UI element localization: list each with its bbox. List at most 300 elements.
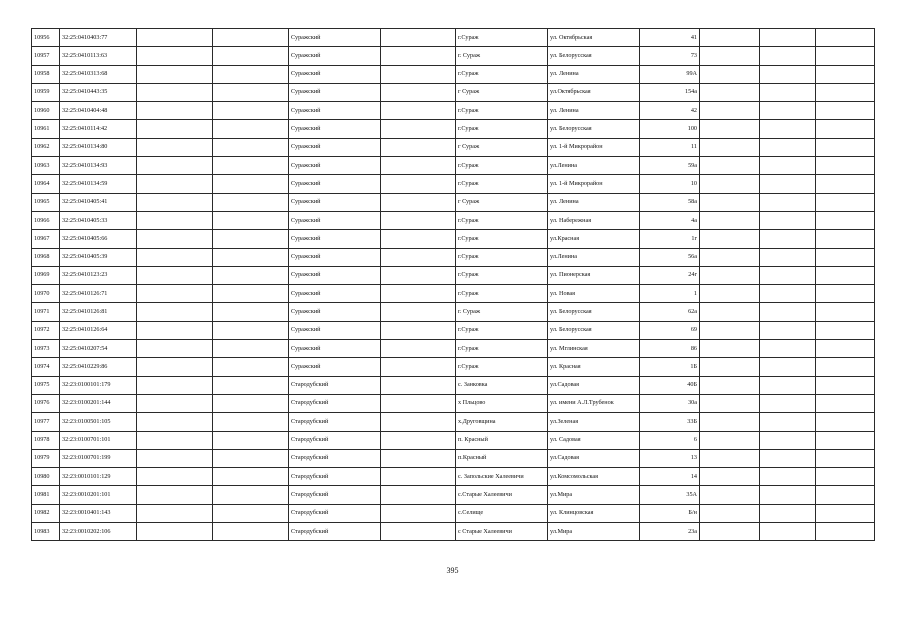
locality-cell: с. Занковка xyxy=(456,376,548,394)
house-number-cell: 4а xyxy=(640,211,700,229)
empty-cell xyxy=(816,120,875,138)
empty-cell xyxy=(381,486,456,504)
empty-cell xyxy=(760,211,816,229)
empty-cell xyxy=(213,47,289,65)
house-number-cell: 23а xyxy=(640,523,700,541)
row-number-cell: 10959 xyxy=(32,83,60,101)
street-cell: ул. Белорусская xyxy=(548,120,640,138)
district-cell: Стародубский xyxy=(289,394,381,412)
empty-cell xyxy=(213,175,289,193)
empty-cell xyxy=(381,157,456,175)
empty-cell xyxy=(213,102,289,120)
empty-cell xyxy=(381,83,456,101)
row-number-cell: 10979 xyxy=(32,449,60,467)
empty-cell xyxy=(137,303,213,321)
empty-cell xyxy=(213,230,289,248)
empty-cell xyxy=(137,523,213,541)
district-cell: Суражский xyxy=(289,266,381,284)
cadastral-number-cell: 32:25:0410229:86 xyxy=(60,358,137,376)
cadastral-number-cell: 32:25:0410405:66 xyxy=(60,230,137,248)
empty-cell xyxy=(760,83,816,101)
empty-cell xyxy=(816,29,875,47)
table-row xyxy=(32,394,875,412)
row-number-cell: 10966 xyxy=(32,211,60,229)
empty-cell xyxy=(381,47,456,65)
cadastral-number-cell: 32:25:0410126:81 xyxy=(60,303,137,321)
empty-cell xyxy=(760,340,816,358)
street-cell: ул. Пионерская xyxy=(548,266,640,284)
table-row xyxy=(32,449,875,467)
empty-cell xyxy=(137,47,213,65)
locality-cell: х.Друговщина xyxy=(456,413,548,431)
empty-cell xyxy=(700,431,760,449)
row-number-cell: 10961 xyxy=(32,120,60,138)
empty-cell xyxy=(816,358,875,376)
street-cell: ул. Мглинская xyxy=(548,340,640,358)
house-number-cell: 62а xyxy=(640,303,700,321)
locality-cell: г. Сураж xyxy=(456,303,548,321)
empty-cell xyxy=(137,449,213,467)
empty-cell xyxy=(760,523,816,541)
street-cell: ул. Садовая xyxy=(548,431,640,449)
cadastral-number-cell: 32:23:0100701:101 xyxy=(60,431,137,449)
empty-cell xyxy=(760,248,816,266)
district-cell: Суражский xyxy=(289,285,381,303)
empty-cell xyxy=(213,65,289,83)
empty-cell xyxy=(213,449,289,467)
cadastral-number-cell: 32:25:0410134:59 xyxy=(60,175,137,193)
empty-cell xyxy=(816,47,875,65)
street-cell: ул. Ленина xyxy=(548,102,640,120)
row-number-cell: 10969 xyxy=(32,266,60,284)
empty-cell xyxy=(381,504,456,522)
empty-cell xyxy=(213,138,289,156)
empty-cell xyxy=(213,193,289,211)
empty-cell xyxy=(381,65,456,83)
empty-cell xyxy=(137,193,213,211)
empty-cell xyxy=(760,394,816,412)
locality-cell: г.Сураж xyxy=(456,340,548,358)
street-cell: ул.Ленина xyxy=(548,157,640,175)
empty-cell xyxy=(816,431,875,449)
empty-cell xyxy=(816,321,875,339)
empty-cell xyxy=(700,175,760,193)
locality-cell: п. Красный xyxy=(456,431,548,449)
empty-cell xyxy=(213,120,289,138)
empty-cell xyxy=(137,468,213,486)
empty-cell xyxy=(760,321,816,339)
street-cell: ул.Октябрьская xyxy=(548,83,640,101)
empty-cell xyxy=(137,65,213,83)
row-number-cell: 10970 xyxy=(32,285,60,303)
row-number-cell: 10975 xyxy=(32,376,60,394)
house-number-cell: 33Б xyxy=(640,413,700,431)
locality-cell: с.Селище xyxy=(456,504,548,522)
empty-cell xyxy=(213,83,289,101)
empty-cell xyxy=(137,431,213,449)
empty-cell xyxy=(137,83,213,101)
locality-cell: с. Запольские Халеевичи xyxy=(456,468,548,486)
cadastral-number-cell: 32:25:0410126:71 xyxy=(60,285,137,303)
locality-cell: г Сураж xyxy=(456,83,548,101)
district-cell: Стародубский xyxy=(289,376,381,394)
street-cell: ул. Ленина xyxy=(548,193,640,211)
street-cell: ул. Клинцовская xyxy=(548,504,640,522)
street-cell: ул.Мира xyxy=(548,486,640,504)
district-cell: Стародубский xyxy=(289,486,381,504)
empty-cell xyxy=(816,523,875,541)
empty-cell xyxy=(700,468,760,486)
empty-cell xyxy=(137,29,213,47)
district-cell: Суражский xyxy=(289,65,381,83)
empty-cell xyxy=(381,193,456,211)
empty-cell xyxy=(381,266,456,284)
locality-cell: г. Сураж xyxy=(456,47,548,65)
empty-cell xyxy=(700,394,760,412)
empty-cell xyxy=(137,321,213,339)
table-row xyxy=(32,285,875,303)
row-number-cell: 10962 xyxy=(32,138,60,156)
street-cell: ул. Белорусская xyxy=(548,303,640,321)
empty-cell xyxy=(137,340,213,358)
locality-cell: г.Сураж xyxy=(456,211,548,229)
street-cell: ул. 1-й Микрорайон xyxy=(548,138,640,156)
street-cell: ул. Набережная xyxy=(548,211,640,229)
cadastral-number-cell: 32:25:0410114:42 xyxy=(60,120,137,138)
empty-cell xyxy=(700,120,760,138)
house-number-cell: 10 xyxy=(640,175,700,193)
street-cell: ул.Красная xyxy=(548,230,640,248)
empty-cell xyxy=(137,376,213,394)
empty-cell xyxy=(137,248,213,266)
row-number-cell: 10965 xyxy=(32,193,60,211)
district-cell: Стародубский xyxy=(289,523,381,541)
empty-cell xyxy=(381,468,456,486)
row-number-cell: 10958 xyxy=(32,65,60,83)
house-number-cell: 30а xyxy=(640,394,700,412)
row-number-cell: 10983 xyxy=(32,523,60,541)
empty-cell xyxy=(381,120,456,138)
empty-cell xyxy=(381,431,456,449)
empty-cell xyxy=(700,193,760,211)
street-cell: ул.Садовая xyxy=(548,449,640,467)
empty-cell xyxy=(700,230,760,248)
empty-cell xyxy=(760,47,816,65)
empty-cell xyxy=(760,358,816,376)
empty-cell xyxy=(213,29,289,47)
house-number-cell: 40Б xyxy=(640,376,700,394)
empty-cell xyxy=(137,157,213,175)
street-cell: ул. 1-й Микрорайон xyxy=(548,175,640,193)
table-row xyxy=(32,431,875,449)
cadastral-number-cell: 32:25:0410113:63 xyxy=(60,47,137,65)
street-cell: ул.Зеленая xyxy=(548,413,640,431)
locality-cell: с.Старые Халеевичи xyxy=(456,486,548,504)
empty-cell xyxy=(700,248,760,266)
empty-cell xyxy=(213,504,289,522)
street-cell: ул.Садовая xyxy=(548,376,640,394)
empty-cell xyxy=(816,138,875,156)
row-number-cell: 10956 xyxy=(32,29,60,47)
street-cell: ул. Октябрьская xyxy=(548,29,640,47)
row-number-cell: 10957 xyxy=(32,47,60,65)
table-row xyxy=(32,248,875,266)
row-number-cell: 10971 xyxy=(32,303,60,321)
empty-cell xyxy=(700,157,760,175)
empty-cell xyxy=(137,138,213,156)
table-row xyxy=(32,413,875,431)
empty-cell xyxy=(213,303,289,321)
street-cell: ул. Новая xyxy=(548,285,640,303)
house-number-cell: 58а xyxy=(640,193,700,211)
empty-cell xyxy=(213,248,289,266)
empty-cell xyxy=(213,394,289,412)
empty-cell xyxy=(760,413,816,431)
table-row xyxy=(32,523,875,541)
empty-cell xyxy=(213,157,289,175)
empty-cell xyxy=(700,102,760,120)
empty-cell xyxy=(760,65,816,83)
row-number-cell: 10968 xyxy=(32,248,60,266)
empty-cell xyxy=(760,138,816,156)
cadastral-number-cell: 32:23:0010101:129 xyxy=(60,468,137,486)
empty-cell xyxy=(760,29,816,47)
empty-cell xyxy=(760,376,816,394)
empty-cell xyxy=(137,358,213,376)
table-row xyxy=(32,486,875,504)
empty-cell xyxy=(816,102,875,120)
empty-cell xyxy=(700,504,760,522)
empty-cell xyxy=(816,394,875,412)
table-row xyxy=(32,504,875,522)
empty-cell xyxy=(213,523,289,541)
cadastral-number-cell: 32:25:0410443:35 xyxy=(60,83,137,101)
empty-cell xyxy=(700,413,760,431)
district-cell: Суражский xyxy=(289,358,381,376)
empty-cell xyxy=(137,230,213,248)
empty-cell xyxy=(381,449,456,467)
house-number-cell: 11 xyxy=(640,138,700,156)
row-number-cell: 10976 xyxy=(32,394,60,412)
street-cell: ул.Мира xyxy=(548,523,640,541)
empty-cell xyxy=(816,413,875,431)
empty-cell xyxy=(816,266,875,284)
empty-cell xyxy=(213,358,289,376)
table-row xyxy=(32,157,875,175)
row-number-cell: 10974 xyxy=(32,358,60,376)
empty-cell xyxy=(816,303,875,321)
table-row xyxy=(32,376,875,394)
empty-cell xyxy=(700,486,760,504)
property-register-table xyxy=(31,28,875,541)
district-cell: Суражский xyxy=(289,248,381,266)
empty-cell xyxy=(760,175,816,193)
empty-cell xyxy=(816,486,875,504)
empty-cell xyxy=(816,504,875,522)
table-row xyxy=(32,65,875,83)
district-cell: Стародубский xyxy=(289,449,381,467)
cadastral-number-cell: 32:25:0410404:48 xyxy=(60,102,137,120)
empty-cell xyxy=(760,102,816,120)
empty-cell xyxy=(760,486,816,504)
district-cell: Суражский xyxy=(289,193,381,211)
street-cell: ул.Комсомольская xyxy=(548,468,640,486)
empty-cell xyxy=(381,523,456,541)
empty-cell xyxy=(381,175,456,193)
street-cell: ул.Ленина xyxy=(548,248,640,266)
empty-cell xyxy=(816,285,875,303)
row-number-cell: 10978 xyxy=(32,431,60,449)
empty-cell xyxy=(381,29,456,47)
register-body xyxy=(32,29,875,541)
locality-cell: г Сураж xyxy=(456,193,548,211)
cadastral-number-cell: 32:25:0410405:41 xyxy=(60,193,137,211)
row-number-cell: 10964 xyxy=(32,175,60,193)
table-row xyxy=(32,468,875,486)
row-number-cell: 10981 xyxy=(32,486,60,504)
empty-cell xyxy=(816,211,875,229)
house-number-cell: 1Б xyxy=(640,358,700,376)
table-row xyxy=(32,358,875,376)
locality-cell: г.Сураж xyxy=(456,285,548,303)
empty-cell xyxy=(137,413,213,431)
cadastral-number-cell: 32:23:0100101:179 xyxy=(60,376,137,394)
empty-cell xyxy=(213,431,289,449)
empty-cell xyxy=(137,504,213,522)
house-number-cell: 41 xyxy=(640,29,700,47)
empty-cell xyxy=(700,376,760,394)
empty-cell xyxy=(700,65,760,83)
locality-cell: г Сураж xyxy=(456,138,548,156)
cadastral-number-cell: 32:25:0410405:33 xyxy=(60,211,137,229)
empty-cell xyxy=(700,47,760,65)
street-cell: ул. Белорусская xyxy=(548,47,640,65)
table-row xyxy=(32,340,875,358)
empty-cell xyxy=(137,175,213,193)
empty-cell xyxy=(816,340,875,358)
house-number-cell: 42 xyxy=(640,102,700,120)
row-number-cell: 10972 xyxy=(32,321,60,339)
locality-cell: г.Сураж xyxy=(456,321,548,339)
row-number-cell: 10960 xyxy=(32,102,60,120)
locality-cell: п.Красный xyxy=(456,449,548,467)
row-number-cell: 10973 xyxy=(32,340,60,358)
empty-cell xyxy=(816,248,875,266)
page-number: 395 xyxy=(446,566,459,575)
cadastral-number-cell: 32:23:0100201:144 xyxy=(60,394,137,412)
empty-cell xyxy=(700,321,760,339)
empty-cell xyxy=(700,449,760,467)
empty-cell xyxy=(816,175,875,193)
table-row xyxy=(32,120,875,138)
empty-cell xyxy=(381,211,456,229)
empty-cell xyxy=(381,303,456,321)
empty-cell xyxy=(381,358,456,376)
empty-cell xyxy=(137,285,213,303)
table-row xyxy=(32,175,875,193)
empty-cell xyxy=(816,83,875,101)
empty-cell xyxy=(760,303,816,321)
locality-cell: г.Сураж xyxy=(456,230,548,248)
cadastral-number-cell: 32:25:0410126:64 xyxy=(60,321,137,339)
cadastral-number-cell: 32:23:0100701:199 xyxy=(60,449,137,467)
locality-cell: х Пльцово xyxy=(456,394,548,412)
empty-cell xyxy=(816,157,875,175)
empty-cell xyxy=(213,486,289,504)
empty-cell xyxy=(700,523,760,541)
locality-cell: с Старые Халеевичи xyxy=(456,523,548,541)
empty-cell xyxy=(213,285,289,303)
empty-cell xyxy=(137,211,213,229)
district-cell: Суражский xyxy=(289,303,381,321)
empty-cell xyxy=(381,285,456,303)
house-number-cell: 13 xyxy=(640,449,700,467)
empty-cell xyxy=(700,138,760,156)
district-cell: Суражский xyxy=(289,83,381,101)
empty-cell xyxy=(381,394,456,412)
locality-cell: г.Сураж xyxy=(456,102,548,120)
empty-cell xyxy=(700,285,760,303)
empty-cell xyxy=(213,211,289,229)
cadastral-number-cell: 32:23:0010202:106 xyxy=(60,523,137,541)
empty-cell xyxy=(760,449,816,467)
empty-cell xyxy=(381,413,456,431)
empty-cell xyxy=(381,321,456,339)
district-cell: Стародубский xyxy=(289,431,381,449)
district-cell: Суражский xyxy=(289,157,381,175)
empty-cell xyxy=(381,102,456,120)
district-cell: Суражский xyxy=(289,120,381,138)
row-number-cell: 10967 xyxy=(32,230,60,248)
cadastral-number-cell: 32:25:0410134:80 xyxy=(60,138,137,156)
cadastral-number-cell: 32:25:0410403:77 xyxy=(60,29,137,47)
locality-cell: г.Сураж xyxy=(456,358,548,376)
empty-cell xyxy=(381,248,456,266)
row-number-cell: 10982 xyxy=(32,504,60,522)
locality-cell: г.Сураж xyxy=(456,65,548,83)
empty-cell xyxy=(700,303,760,321)
house-number-cell: 73 xyxy=(640,47,700,65)
cadastral-number-cell: 32:23:0100501:105 xyxy=(60,413,137,431)
house-number-cell: 1г xyxy=(640,230,700,248)
house-number-cell: 154а xyxy=(640,83,700,101)
cadastral-number-cell: 32:25:0410123:23 xyxy=(60,266,137,284)
locality-cell: г.Сураж xyxy=(456,248,548,266)
house-number-cell: 56а xyxy=(640,248,700,266)
locality-cell: г.Сураж xyxy=(456,120,548,138)
district-cell: Суражский xyxy=(289,175,381,193)
empty-cell xyxy=(760,285,816,303)
empty-cell xyxy=(213,340,289,358)
table-row xyxy=(32,83,875,101)
table-row xyxy=(32,138,875,156)
locality-cell: г.Сураж xyxy=(456,175,548,193)
district-cell: Стародубский xyxy=(289,504,381,522)
street-cell: ул. Ленина xyxy=(548,65,640,83)
cadastral-number-cell: 32:23:0010401:143 xyxy=(60,504,137,522)
table-row xyxy=(32,29,875,47)
empty-cell xyxy=(137,266,213,284)
empty-cell xyxy=(137,120,213,138)
empty-cell xyxy=(760,266,816,284)
house-number-cell: 99А xyxy=(640,65,700,83)
row-number-cell: 10977 xyxy=(32,413,60,431)
empty-cell xyxy=(213,413,289,431)
table-row xyxy=(32,266,875,284)
district-cell: Суражский xyxy=(289,230,381,248)
empty-cell xyxy=(816,376,875,394)
locality-cell: г.Сураж xyxy=(456,157,548,175)
